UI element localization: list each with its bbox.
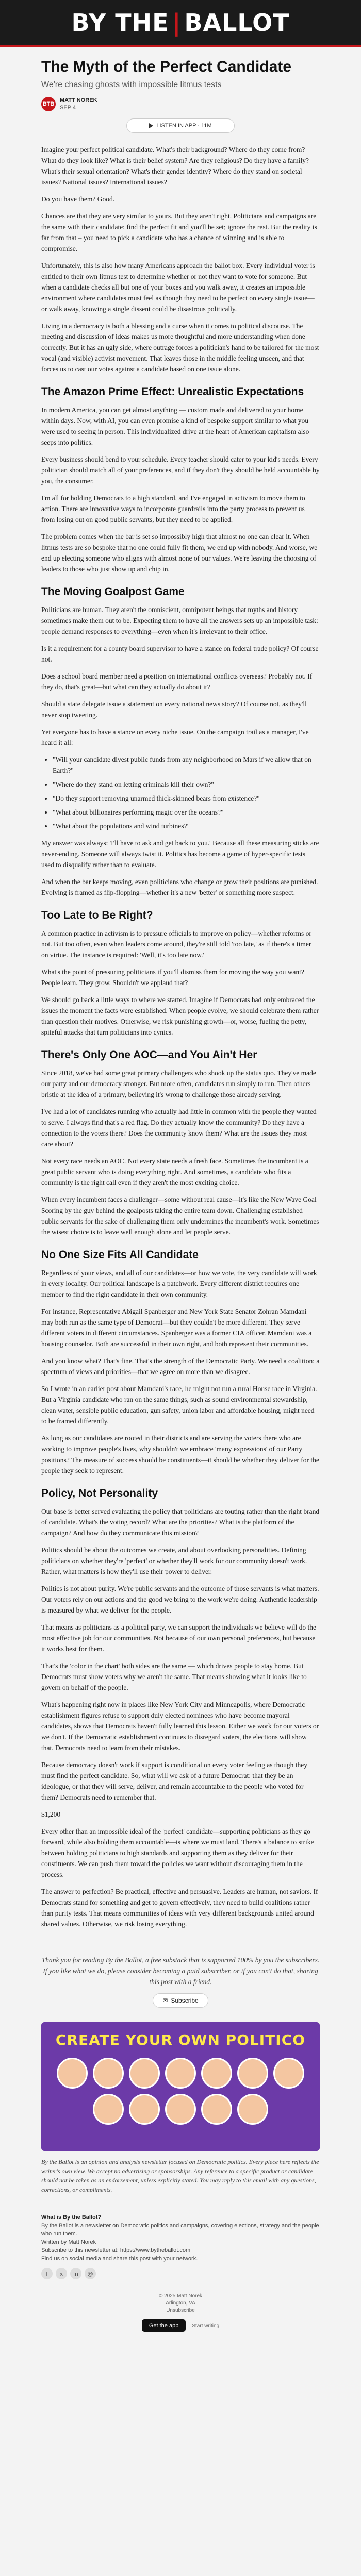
byline-text — [60, 97, 97, 111]
avatar-illustration — [129, 2094, 160, 2125]
paragraph: Imagine your perfect political candidate. What's their background? Where do they come from? What do they look like? What is their belief system? Are they religious? Do they have a family? What's their sexual orientation? What's their gender identity? Where do they stand on societal issues? National issues? International issues? — [41, 146, 309, 186]
paragraph: We should go back a little ways to where we started. Imagine if Democrats had only embraced the issues the moment the facts were established. When people evolve, we should celebrate them rather than question their motives. Otherwise, we risk punishing growth—or, worse, fueling the petty, spiteful attacks that turn politicians into cynics. — [41, 996, 319, 1036]
avatar-illustration — [237, 2058, 268, 2089]
paragraph: $1,200 — [41, 1810, 61, 1818]
paragraph: As long as our candidates are rooted in their districts and are serving the voters there who are working to improve people's lives, why shouldn't we embrace 'many expressions' of our Party positions? The measure of success should be constituents—it should be whether they deliver for the people they seek to represent. — [41, 1434, 319, 1475]
about-heading: What is By the Ballot? — [41, 2214, 102, 2221]
paragraph: Does a school board member need a position on international conflicts overseas? Probably not. If they do, that's great—but what can they actually do about it? — [41, 672, 313, 691]
section-heading: The Moving Goalpost Game — [41, 586, 185, 598]
paragraph: That's the 'color in the chart' both sides are the same — which drives people to stay home. But Democrats must show voters why we aren't the same. That means showing what it looks like to govern on behalf of the people. — [41, 1662, 307, 1691]
paragraph: Every business should bend to your schedule. Every teacher should cater to your kid's needs. Every politician should match all of your preferences, and if they don't they should be held accountable by you, the consumer. — [41, 455, 320, 485]
listen-in-app-button[interactable] — [126, 118, 235, 133]
section-heading: The Amazon Prime Effect: Unrealistic Expectations — [41, 386, 304, 398]
logo-left: BY THE — [71, 9, 169, 37]
paragraph: Chances are that they are very similar to yours. But they aren't right. Politicians and campaigns are the same with their candidate: find the perfect fit and you'll be set; ignore the rest. But the reality is far from that – you need to pick a candidate who has a chance of winning and is able to compromise. — [41, 212, 317, 252]
avatar-illustration — [201, 2094, 232, 2125]
avatar-illustration — [129, 2058, 160, 2089]
paragraph: Living in a democracy is both a blessing and a curse when it comes to political discourse. The meeting and discussion of ideas makes us more thoughtful and more understanding when done correctly. But it has an ugly side, where outrage forces a politician's hand to be tailored for the most vocal (and visible) activist movement. That leaves those in the middle feeling unseen, and that forces us to cast our votes against a candidate based on one issue alone. — [41, 322, 319, 373]
get-app-button[interactable]: Get the app — [142, 2319, 186, 2332]
article-subtitle: We're chasing ghosts with impossible litmus tests — [41, 80, 222, 89]
avatar-illustration — [165, 2058, 196, 2089]
paragraph: My answer was always: 'I'll have to ask and get back to you.' Because all these measuring sticks are never-ending. Someone will always twist it. Politics has become a game of hyper-specific tests used to disqualify rather than to evaluate. — [41, 839, 319, 869]
avatar-illustration — [57, 2058, 88, 2089]
paragraph: Politics is not about purity. We're public servants and the outcome of those servants is what matters. Our voters rely on our actions and the good we bring to the work we're doing. Authentic leadership is measured by what we deliver for the people. — [41, 1585, 319, 1614]
bullet-item: • "What about billionaires performing magic over the oceans?" — [53, 807, 320, 818]
about-section — [41, 2213, 320, 2263]
copyright: © 2025 Matt Norek — [158, 2293, 203, 2299]
article — [41, 47, 320, 2341]
newsletter-banner — [0, 0, 361, 47]
author-name[interactable]: MATT NOREK — [60, 97, 97, 104]
paragraph: Our base is better served evaluating the policy that politicians are touting rather than the right brand of candidate. What's the voting record? What are the priorities? What is the platform of the campaign? And how do they communicate this mission? — [41, 1507, 320, 1537]
section-heading: No One Size Fits All Candidate — [41, 1249, 199, 1261]
paragraph: In modern America, you can get almost anything — custom made and delivered to your home within days. Now, with AI, you can even promise a kind of bespoke support similar to what you were used to seeing in person. This individualized drive at the heart of American capitalism also seeps into politics. — [41, 406, 309, 446]
avatar-illustration — [165, 2094, 196, 2125]
bullet-item: • "Will your candidate divest public funds from any neighborhood on Mars if we allow that on Earth?" — [53, 754, 320, 776]
share-icon[interactable]: f — [41, 2268, 53, 2279]
paragraph: What's happening right now in places like New York City and Minneapolis, where Democratic establishment figures refuse to support duly elected nominees who have become mayoral candidates, shows that Democrats haven't fully learned this lesson. Either we work for our voters or we don't. If the Democratic establishment continues to disregard voters, the elections will show that. Democrats need to learn from their mistakes. — [41, 1701, 319, 1752]
footer-meta — [41, 2284, 320, 2319]
share-icon[interactable]: in — [70, 2268, 81, 2279]
paragraph: Should a state delegate issue a statement on every national news story? Of course not, as they'll never stop tweeting. — [41, 700, 307, 719]
logo-separator: | — [172, 9, 182, 37]
paragraph: So I wrote in an earlier post about Mamdani's race, he might not run a rural House race in Virginia. But a Virginia candidate who ran on the same things, such as sound environmental stewardship, clean water, sensible public education, gun safety, union labor and affordable housing, might need to be framed differently. — [41, 1385, 317, 1425]
promo-image[interactable] — [41, 2022, 320, 2151]
paragraph: What's the point of pressuring politicians if you'll dismiss them for moving the way you want? People learn. They grow. Shouldn't we applaud that? — [41, 968, 304, 987]
follow-line: Find us on social media and share this post with your network. — [41, 2256, 198, 2262]
listen-label: LISTEN IN APP · 11M — [156, 123, 212, 129]
paragraph: Since 2018, we've had some great primary challengers who shook up the status quo. They've made our party and our democracy stronger. But more often, candidates run simply to run. Then others bristle at the idea of a primary, believing it's wrong to challenge those already serving. — [41, 1069, 316, 1098]
section-heading: Too Late to Be Right? — [41, 909, 153, 921]
avatar-illustration — [201, 2058, 232, 2089]
paragraph: When every incumbent faces a challenger—some without real cause—it's like the New Wave Goal Scoring by the guy behind the goalposts taking the entire team down. Challenging established public servants for the sake of challenging them only undermines the incumbent's work. Sometimes the wisest choice is to leave well enough alone and let people serve. — [41, 1196, 319, 1236]
avatar-illustration — [273, 2058, 304, 2089]
paragraph: Every other than an impossible ideal of the 'perfect' candidate—supporting politicians as they go forward, while also holding them accountable—is where we must land. There's a balance to strike between holding politicians to high standards and supporting them as they deliver for their constituents. We can push them toward the policies we want without discouraging them in the process. — [41, 1827, 314, 1878]
mail-icon: ✉ — [162, 1997, 168, 2004]
paragraph: The problem comes when the bar is set so impossibly high that almost no one can clear it. When litmus tests are so bespoke that no one could fully fit them, we end up with nobody. And worse, we end up electing someone who aligns with almost none of our values. We're leaving the choosing of leaders to those who just show up and chip in. — [41, 533, 318, 573]
bullet-item: • "Do they support removing unarmed thick-skinned bears from existence?" — [53, 793, 320, 804]
paragraph: Yet everyone has to have a stance on every niche issue. On the campaign trail as a manager, I've heard it all: — [41, 728, 309, 747]
paragraph: The answer to perfection? Be practical, effective and persuasive. Leaders are human, not saviors. If Democrats stand for something and get to govern effectively, they need to build coalitions rather than purity tests. That means communities of ideas with very different backgrounds united around shared values. Otherwise, we risk losing everything. — [41, 1888, 318, 1928]
paragraph: Politicians are human. They aren't the omniscient, omnipotent beings that myths and history sometimes make them out to be. Expecting them to have all the answers sets up an impossible task: people demand responses to everything—even when it's irrelevant to their office. — [41, 606, 318, 635]
paragraph: For instance, Representative Abigail Spanberger and New York State Senator Zohran Mamdani may both run as the same type of Democrat—but they couldn't be more different. They serve different voters in different circumstances. Spanberger was a former CIA officer. Mamdani was a housing counselor. Both are successful in their own right, and both represent their communities. — [41, 1308, 312, 1348]
article-body — [41, 144, 320, 1929]
newsletter-logo[interactable] — [71, 9, 289, 37]
promo-avatars — [41, 2048, 320, 2125]
paragraph: That means as politicians as a political party, we can support the individuals we believe will do the most effective job for our communities. Not because of our own personal preferences, but because it works best for them. — [41, 1623, 316, 1653]
paragraph: Do you have them? Good. — [41, 195, 115, 203]
article-title: The Myth of the Perfect Candidate — [41, 58, 292, 75]
avatar-illustration — [93, 2094, 124, 2125]
subscribe-button[interactable] — [153, 1993, 208, 2008]
paragraph: Because democracy doesn't work if support is conditional on every voter feeling as though they must find the perfect candidate. So, what will we ask of a future Democrat: that they be an ideologue, or that they will serve, deliver, and remain accountable to the people who voted for them? Democrats need to remember that. — [41, 1761, 308, 1801]
paragraph: Not every race needs an AOC. Not every state needs a fresh face. Sometimes the incumbent is a great public servant who is doing everything right. And sometimes, a candidate who fits a community is the right call even if they aren't the most exciting choice. — [41, 1157, 308, 1187]
unsubscribe-link[interactable]: Unsubscribe — [166, 2308, 195, 2313]
paragraph: I'm all for holding Democrats to a high standard, and I've engaged in activism to move them to action. There are innovative ways to incorporate guardrails into the party process to prevent us from losing out on good public servants, but they need to be applied. — [41, 494, 305, 523]
paragraph: Unfortunately, this is also how many Americans approach the ballot box. Every individual voter is entitled to their own litmus test to determine whether or not they want to vote for someone. But when a candidate checks all but one of your boxes and you walk away, it creates an impossible environment where candidates must feel as though they need to be perfect on every single issue—or walk away, knowing a single dissent could be disastrous politically. — [41, 262, 315, 313]
paragraph: Politics should be about the outcomes we create, and about overlooking personalities. Defining politicians on whether they're 'perfect' or whether they'll work for our community doesn't work. Rather, what matters is how they'll use their power to deliver. — [41, 1546, 307, 1575]
about-text: By the Ballot is a newsletter on Democratic politics and campaigns, covering elections, strategy and the people who run them. — [41, 2223, 319, 2237]
author-line: Written by Matt Norek — [41, 2239, 96, 2245]
promo-title: CREATE YOUR OWN POLITICO — [55, 2031, 306, 2048]
get-app-row — [41, 2319, 320, 2341]
share-icon[interactable]: @ — [85, 2268, 96, 2279]
subscribe-link[interactable]: Subscribe to this newsletter at: https://www.bytheballot.com — [41, 2247, 191, 2253]
bullet-item: • "What about the populations and wind turbines?" — [53, 821, 320, 832]
paragraph: Is it a requirement for a county board supervisor to have a stance on federal trade policy? Of course not. — [41, 645, 319, 663]
start-writing-link[interactable]: Start writing — [192, 2323, 220, 2329]
address: Arlington, VA — [166, 2300, 195, 2306]
play-icon — [149, 123, 153, 128]
bullet-item: • "Where do they stand on letting criminals kill their own?" — [53, 779, 320, 790]
share-icons — [41, 2268, 320, 2279]
disclaimer-caption: By the Ballot is an opinion and analysis newsletter focused on Democratic politics. Every piece here reflects the writer's own view. We accept no advertising or sponsorships. Any reference to a specific product or candidate should not be taken as an endorsement, unless explicitly stated. You may reply to this email with any questions, corrections, or compliments. — [41, 2158, 319, 2193]
subscribe-button-label: Subscribe — [171, 1997, 199, 2004]
byline — [41, 97, 320, 111]
share-icon[interactable]: x — [56, 2268, 67, 2279]
paragraph: A common practice in activism is to pressure officials to improve on policy—whether reforms or not. But too often, even when leaders come around, they're still told 'too late,' as if there's a timer on virtue. The instance is required: 'Well, it's too late now.' — [41, 929, 311, 959]
paragraph: I've had a lot of candidates running who actually had little in common with the people they wanted to serve. I always find that's a red flag. Do they actually know the community? Do they have a connection to the voters there? Does the community know them? What are the issues they most care about? — [41, 1108, 317, 1148]
avatar-illustration — [237, 2094, 268, 2125]
bullet-list — [53, 754, 320, 832]
author-avatar[interactable]: BTB — [41, 97, 56, 111]
subscribe-text: Thank you for reading By the Ballot, a free substack that is supported 100% by you the subscribers. If you like what we do, please consider becoming a paid subscriber, or if you can't do that, sharing this post with a friend. — [41, 1956, 320, 1986]
paragraph: Regardless of your views, and all of our candidates—or how we vote, the very candidate will work in every locality. Our political landscape is a patchwork. Every different district requires one member to find the right candidate in their own community. — [41, 1269, 317, 1298]
publish-date: SEP 4 — [60, 105, 76, 111]
paragraph: And you know what? That's fine. That's the strength of the Democratic Party. We need a coalition: a spectrum of views and priorities—that we agree on more than we disagree. — [41, 1357, 320, 1376]
subscribe-box — [41, 1948, 320, 2016]
section-heading: There's Only One AOC—and You Ain't Her — [41, 1049, 257, 1061]
avatar-illustration — [93, 2058, 124, 2089]
logo-right: BALLOT — [184, 9, 290, 37]
paragraph: And when the bar keeps moving, even politicians who change or grow their positions are punished. Evolving is framed as flip-flopping—whether it's a new 'better' or something more suspect. — [41, 878, 318, 896]
section-heading: Policy, Not Personality — [41, 1487, 158, 1499]
